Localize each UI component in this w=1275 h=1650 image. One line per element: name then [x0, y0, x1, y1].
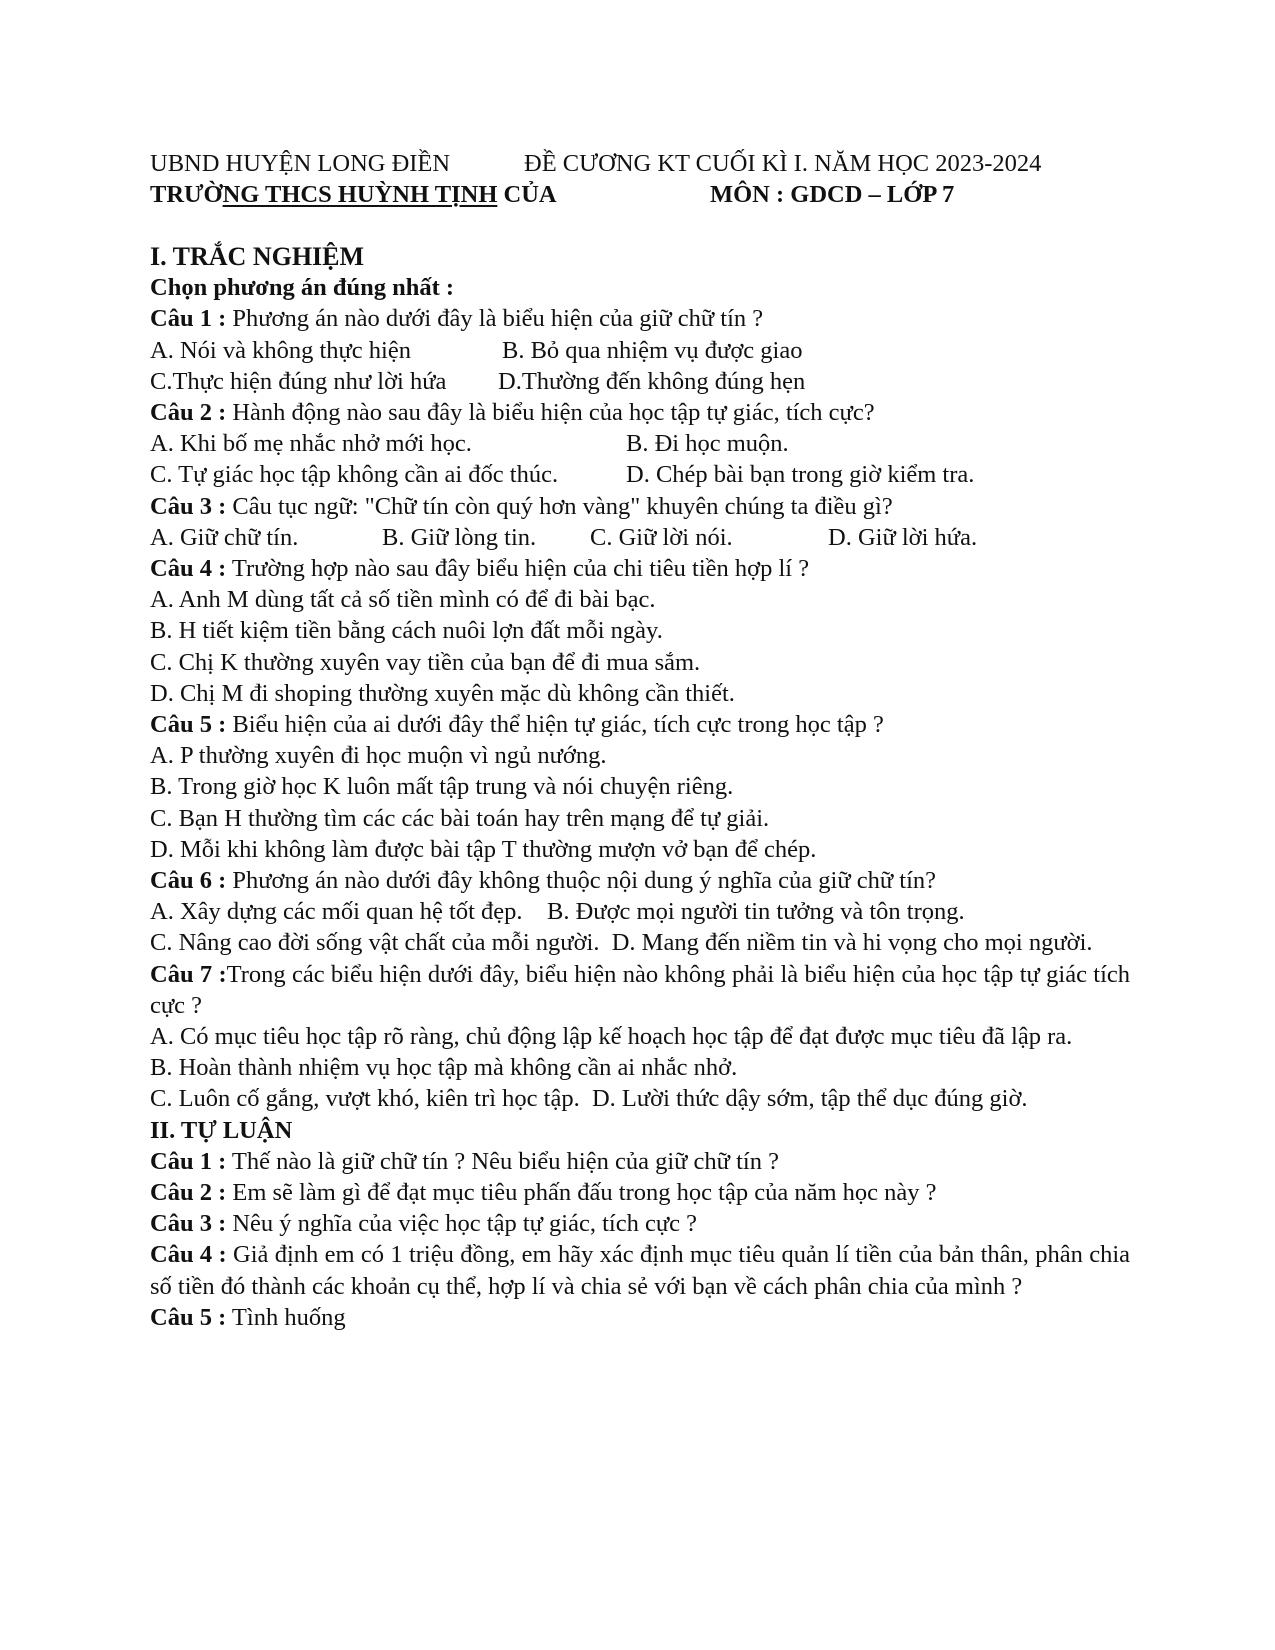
school-name-part-3: CỦA [497, 181, 557, 208]
question-text: Nêu ý nghĩa của việc học tập tự giác, tích cực ? [226, 1210, 697, 1238]
header-row-2 [150, 179, 1130, 210]
option-a: A. Khi bố mẹ nhắc nhở mới học. [150, 430, 472, 458]
option-d: D.Thường đến không đúng hẹn [498, 367, 806, 395]
question-label: Câu 5 : [150, 1303, 227, 1331]
question-label: Câu 6 : [150, 866, 227, 894]
option-b: B. Đi học muộn. [626, 430, 789, 458]
subject-title: MÔN : GDCD – LỚP 7 [710, 181, 955, 208]
option-b: B. Giữ lòng tin. [382, 523, 537, 551]
options-c-d: C. Luôn cố gắng, vượt khó, kiên trì học tập. D. Lười thức dậy sớm, tập thể dục đúng giờ. [150, 1085, 1028, 1113]
question-7 [150, 959, 1130, 1021]
option-c: C. Giữ lời nói. [590, 523, 733, 551]
essay-question-1 [150, 1146, 1130, 1177]
question-1 [150, 303, 1130, 334]
question-label: Câu 1 : [150, 1147, 227, 1175]
question-text: Phương án nào dưới đây là biểu hiện của giữ chữ tín ? [226, 305, 764, 333]
options-row [150, 335, 1130, 366]
question-4 [150, 553, 1130, 584]
options-a-b: A. Xây dựng các mối quan hệ tốt đẹp. B. Được mọi người tin tưởng và tôn trọng. [150, 898, 965, 926]
question-label: Câu 2 : [150, 398, 227, 426]
options-row [150, 428, 1130, 459]
question-label: Câu 7 : [150, 960, 227, 988]
school-name-part-1: TRƯỜ [150, 181, 223, 208]
option-d: D. Chép bài bạn trong giờ kiểm tra. [626, 461, 975, 489]
district-name: UBND HUYỆN LONG ĐIỀN [150, 150, 451, 177]
options-row [150, 522, 1130, 553]
question-text: Biểu hiện của ai dưới đây thể hiện tự giác, tích cực trong học tập ? [226, 710, 884, 738]
question-text: Câu tục ngữ: "Chữ tín còn quý hơn vàng" khuyên chúng ta điều gì? [226, 492, 893, 520]
question-text: Phương án nào dưới đây không thuộc nội dung ý nghĩa của giữ chữ tín? [226, 866, 937, 894]
section-title-multiple-choice: I. TRẮC NGHIỆM [150, 242, 365, 271]
option-a: A. Giữ chữ tín. [150, 523, 299, 551]
option-d: D. Chị M đi shoping thường xuyên mặc dù không cần thiết. [150, 679, 735, 707]
document-body [150, 148, 1130, 1333]
options-row [150, 459, 1130, 490]
question-text: Em sẽ làm gì để đạt mục tiêu phấn đấu trong học tập của năm học này ? [226, 1179, 937, 1207]
option-c: C. Chị K thường xuyên vay tiền của bạn để đi mua sắm. [150, 648, 701, 676]
question-5 [150, 709, 1130, 740]
instruction: Chọn phương án đúng nhất : [150, 274, 455, 302]
essay-question-4 [150, 1239, 1130, 1301]
question-text: Hành động nào sau đây là biểu hiện của học tập tự giác, tích cực? [226, 398, 875, 426]
option-d: D. Giữ lời hứa. [828, 523, 978, 551]
question-2 [150, 397, 1130, 428]
header-row-1 [150, 148, 1130, 179]
school-name [150, 179, 557, 210]
option-a: A. Anh M dùng tất cả số tiền mình có để đi bài bạc. [150, 586, 656, 614]
essay-question-3 [150, 1208, 1130, 1239]
essay-question-5 [150, 1302, 1130, 1333]
question-label: Câu 1 : [150, 305, 227, 333]
exam-title: ĐỀ CƯƠNG KT CUỐI KÌ I. NĂM HỌC 2023-2024 [524, 150, 1042, 177]
options-c-d: C. Nâng cao đời sống vật chất của mỗi người. D. Mang đến niềm tin và hi vọng cho mọi người. [150, 929, 1093, 957]
section-title-essay: II. TỰ LUẬN [150, 1116, 293, 1144]
question-text: Giả định em có 1 triệu đồng, em hãy xác định mục tiêu quản lí tiền của bản thân, phân chia số tiền đó thành các khoản cụ thể, hợp lí và chia sẻ với bạn về cách phân chia của mình ? [150, 1241, 1130, 1300]
option-c: C.Thực hiện đúng như lời hứa [150, 367, 447, 395]
option-a: A. Nói và không thực hiện [150, 336, 411, 364]
essay-question-2 [150, 1177, 1130, 1208]
school-name-part-2: NG THCS HUỲNH TỊNH [222, 181, 498, 208]
option-d: D. Mỗi khi không làm được bài tập T thường mượn vở bạn để chép. [150, 835, 817, 863]
question-label: Câu 3 : [150, 1210, 227, 1238]
question-text: Trường hợp nào sau đây biểu hiện của chi tiêu tiền hợp lí ? [226, 554, 810, 582]
question-text: Trong các biểu hiện dưới đây, biểu hiện nào không phải là biểu hiện của học tập tự giác tích cực ? [150, 960, 1131, 1019]
question-text: Thế nào là giữ chữ tín ? Nêu biểu hiện của giữ chữ tín ? [226, 1147, 779, 1175]
option-b: B. Bỏ qua nhiệm vụ được giao [502, 336, 803, 364]
question-3 [150, 491, 1130, 522]
question-label: Câu 4 : [150, 554, 227, 582]
option-b: B. H tiết kiệm tiền bằng cách nuôi lợn đất mỗi ngày. [150, 617, 663, 645]
options-row [150, 366, 1130, 397]
question-label: Câu 4 : [150, 1241, 227, 1269]
question-label: Câu 3 : [150, 492, 227, 520]
question-label: Câu 5 : [150, 710, 227, 738]
question-6 [150, 865, 1130, 896]
option-a: A. Có mục tiêu học tập rõ ràng, chủ động lập kế hoạch học tập để đạt được mục tiêu đã lập ra. [150, 1023, 1073, 1050]
option-b: B. Trong giờ học K luôn mất tập trung và nói chuyện riêng. [150, 773, 734, 801]
question-text: Tình huống [226, 1303, 346, 1331]
question-label: Câu 2 : [150, 1179, 227, 1207]
option-c: C. Bạn H thường tìm các các bài toán hay trên mạng để tự giải. [150, 804, 770, 832]
option-c: C. Tự giác học tập không cần ai đốc thúc. [150, 461, 559, 489]
option-a: A. P thường xuyên đi học muộn vì ngủ nướng. [150, 742, 607, 770]
option-b: B. Hoàn thành nhiệm vụ học tập mà không cần ai nhắc nhở. [150, 1054, 738, 1082]
